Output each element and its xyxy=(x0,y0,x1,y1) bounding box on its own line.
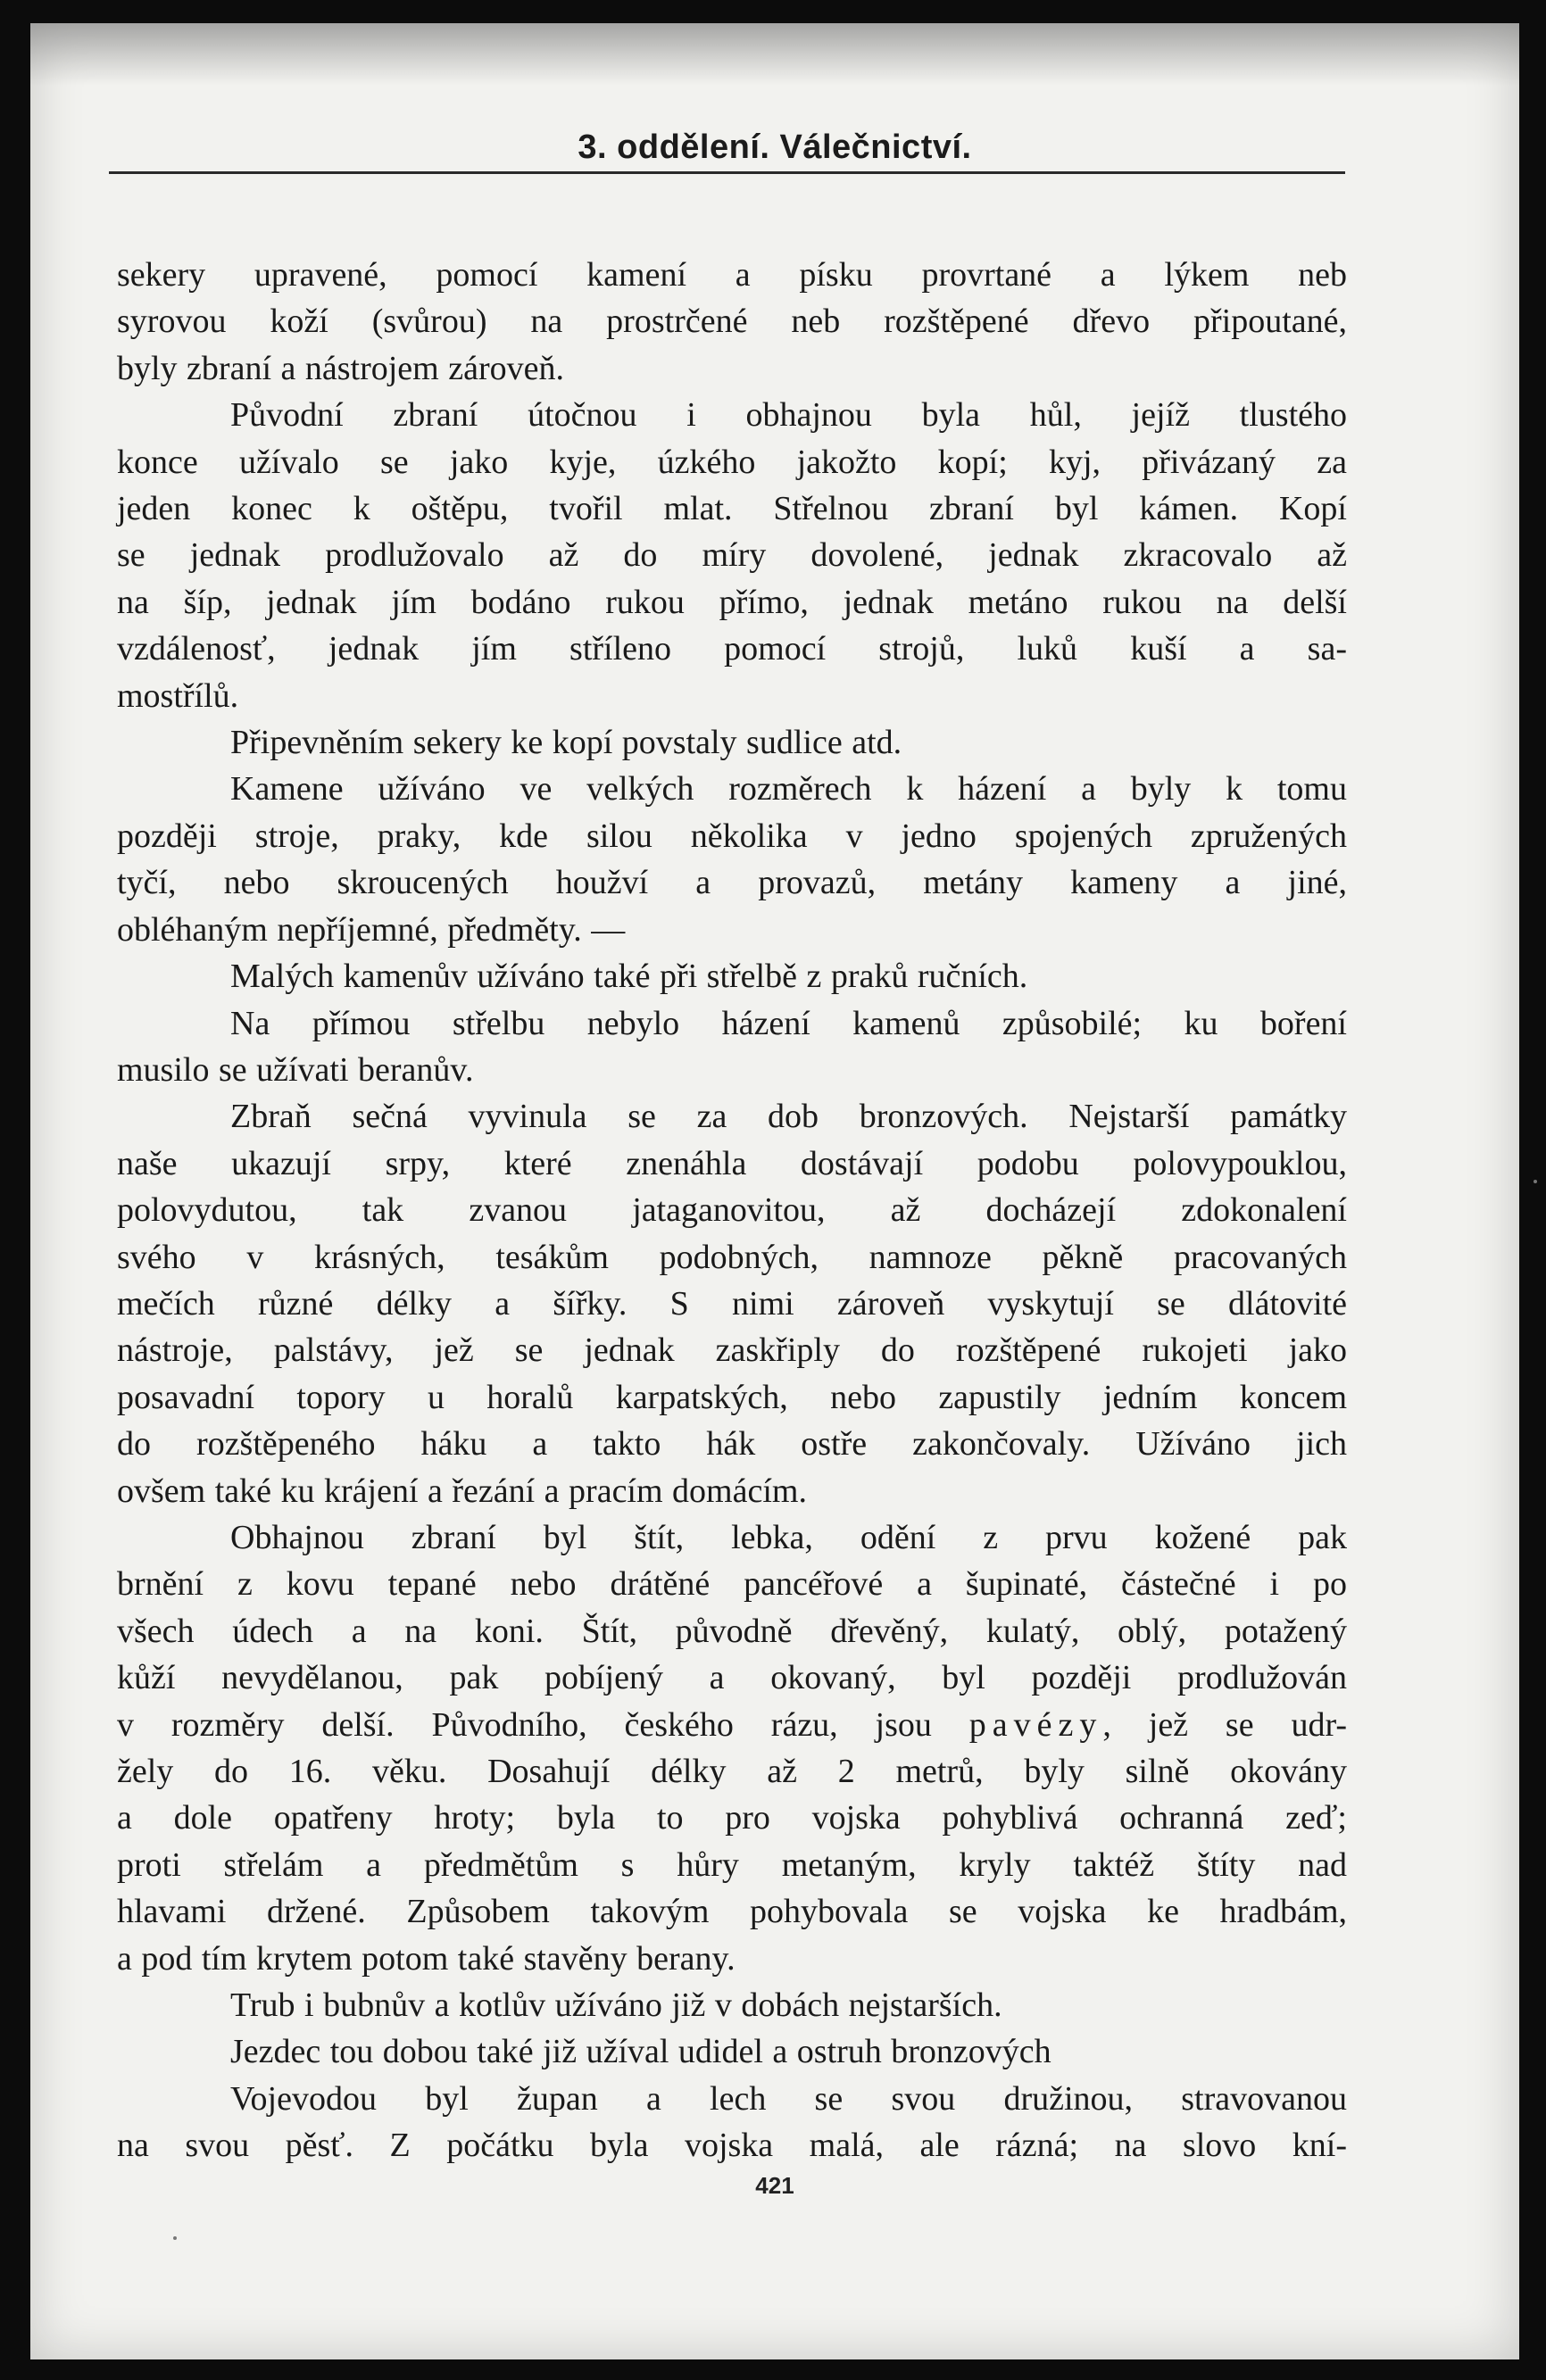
text-line: jeden konec k oštěpu, tvořil mlat. Střelnou zbraní byl kámen. Kopí xyxy=(117,490,1347,528)
text-line: sekery upravené, pomocí kamení a písku provrtané a lýkem neb xyxy=(117,256,1347,294)
text-line: do rozštěpeného háku a takto hák ostře zakončovaly. Užíváno jich xyxy=(117,1425,1347,1464)
text-line: vzdálenosť, jednak jím stříleno pomocí strojů, luků kuší a sa- xyxy=(117,630,1347,668)
text-line: posavadní topory u horalů karpatských, nebo zapustily jedním koncem xyxy=(117,1378,1347,1416)
book-page xyxy=(30,23,1519,2359)
text-line: byly zbraní a nástrojem zároveň. xyxy=(117,349,564,387)
text-line: Vojevodou byl župan a lech se svou družinou, stravovanou xyxy=(230,2079,1347,2118)
text-line: hlavami držené. Způsobem takovým pohybovala se vojska ke hradbám, xyxy=(117,1893,1347,1931)
text-line: Trub i bubnův a kotlův užíváno již v dobách nejstarších. xyxy=(230,1986,1002,2025)
text-line: Na přímou střelbu nebylo házení kamenů způsobilé; ku boření xyxy=(230,1004,1347,1042)
text-line: a dole opatřeny hroty; byla to pro vojska pohyblivá ochranná zeď; xyxy=(117,1799,1347,1837)
page-number: 421 xyxy=(755,2172,794,2199)
text-line: musilo se užívati beranův. xyxy=(117,1050,474,1089)
text-line: Kamene užíváno ve velkých rozměrech k házení a byly k tomu xyxy=(230,770,1347,809)
header-rule xyxy=(109,171,1345,174)
text-line: mečích různé délky a šířky. S nimi zároveň vyskytují se dlátovité xyxy=(117,1284,1347,1323)
spaced-word: pavézy xyxy=(968,1705,1103,1744)
text-line: Zbraň sečná vyvinula se za dob bronzových. Nejstarší památky xyxy=(230,1098,1347,1136)
text-line: obléhaným nepříjemné, předměty. — xyxy=(117,910,626,949)
text-line: žely do 16. věku. Dosahují délky až 2 metrů, byly silně okovány xyxy=(117,1753,1347,1790)
text-line: Obhajnou zbraní byl štít, lebka, odění z prvu kožené pak xyxy=(230,1518,1347,1556)
text-line: ovšem také ku krájení a řezání a pracím domácím. xyxy=(117,1472,807,1510)
text-line: tyčí, nebo skroucených houžví a provazů, metány kameny a jiné, xyxy=(117,864,1347,902)
text-line: později stroje, praky, kde silou několika v jedno spojených zpružených xyxy=(117,817,1347,855)
text-line: proti střelám a předmětům s hůry metaným, kryly taktéž štíty nad xyxy=(117,1845,1347,1884)
text-line: naše ukazují srpy, které znenáhla dostávají podobu polovypouklou, xyxy=(117,1144,1347,1182)
text-line: syrovou koží (svůrou) na prostrčené neb rozštěpené dřevo připoutané, xyxy=(117,303,1347,341)
paper-speck xyxy=(173,2236,177,2240)
text-segment: v rozměry delší. Původního, českého rázu, jsou xyxy=(117,1705,932,1744)
text-line: polovydutou, tak zvanou jataganovitou, až docházejí zdokonalení xyxy=(117,1191,1347,1230)
text-line: kůží nevydělanou, pak pobíjený a okovaný, byl později prodlužován xyxy=(117,1659,1347,1697)
paper-speck xyxy=(1534,1180,1537,1183)
text-line: všech údech a na koni. Štít, původně dřevěný, kulatý, oblý, potažený xyxy=(117,1612,1347,1650)
text-line: Malých kamenův užíváno také při střelbě z praků ručních. xyxy=(230,958,1028,996)
text-line: Připevněním sekery ke kopí povstaly sudlice atd. xyxy=(230,724,902,762)
text-line: se jednak prodlužovalo až do míry dovolené, jednak zkracovalo až xyxy=(117,536,1347,575)
running-header: 3. oddělení. Válečnictví. xyxy=(578,129,972,166)
text-line: brnění z kovu tepané nebo drátěné pancéřové a šupinaté, částečné i po xyxy=(117,1565,1347,1604)
text-line-with-spaced-word xyxy=(117,1702,1347,1748)
text-line: svého v krásných, tesákům podobných, namnoze pěkně pracovaných xyxy=(117,1238,1347,1276)
text-line: Původní zbraní útočnou i obhajnou byla hůl, jejíž tlustého xyxy=(230,396,1347,435)
text-line: na šíp, jednak jím bodáno rukou přímo, jednak metáno rukou na delší xyxy=(117,583,1347,621)
text-line: a pod tím krytem potom také stavěny berany. xyxy=(117,1939,736,1978)
body-text xyxy=(117,252,1347,2169)
text-line: Jezdec tou dobou také již užíval udidel a ostruh bronzových xyxy=(230,2033,1051,2071)
text-line: konce užívalo se jako kyje, úzkého jakožto kopí; kyj, přivázaný za xyxy=(117,443,1347,481)
text-line: mostřílů. xyxy=(117,676,239,715)
text-line: na svou pěsť. Z počátku byla vojska malá, ale rázná; na slovo kní- xyxy=(117,2127,1347,2165)
text-line: nástroje, palstávy, jež se jednak zaskřiply do rozštěpené rukojeti jako xyxy=(117,1331,1347,1370)
text-segment: , jež se udr- xyxy=(1102,1705,1347,1744)
